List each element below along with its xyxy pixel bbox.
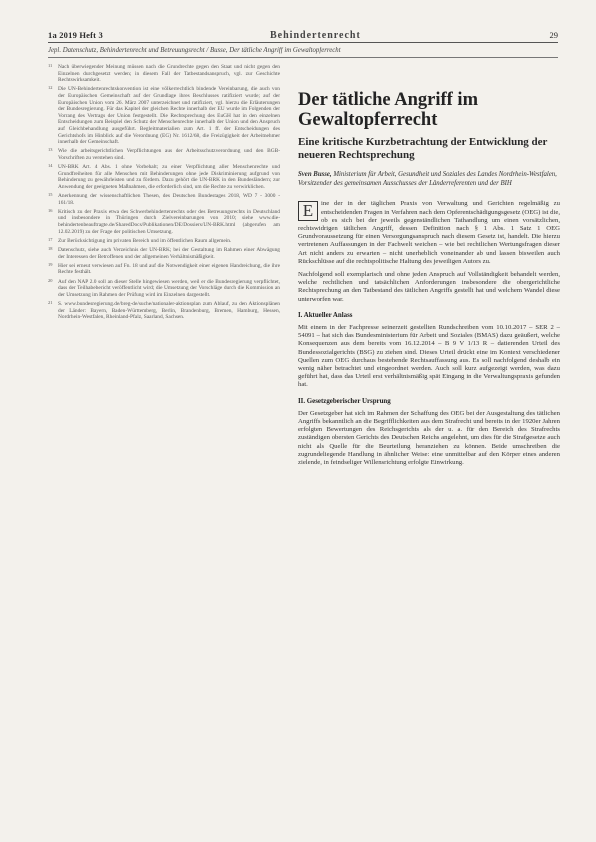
section-heading: I. Aktueller Anlass	[298, 311, 353, 319]
drop-cap: E	[298, 201, 318, 221]
issue-label: 1a 2019 Heft 3	[48, 30, 103, 40]
page-number: 29	[549, 30, 558, 40]
footnote-text: Wie die arbeitsgerichtlichen Verpflichtungen aus der Arbeitsschutzverordnung und den BGB-Vorschriften zu verstehen sind.	[58, 148, 280, 161]
footnotes-column	[48, 64, 280, 814]
page-header	[48, 30, 558, 46]
article-body	[298, 200, 560, 467]
running-head: Jepl. Datenschutz, Behindertenrecht und Betreuungsrecht / Busse, Der tätliche Angriff im Gewaltopferrecht	[48, 47, 341, 54]
footnote-text: S. www.bundesregierung.de/breg-de/suche/nationaler-aktionsplan zum Ablauf, zu den Aktionsplänen der Länder: Bayern, Baden-Württemberg, Berlin, Brandenburg, Bremen, Hamburg, Hessen, Nordrhein-Westfalen, Rheinland-Pfalz, Saarland, Sachsen.	[58, 300, 280, 321]
footnote-number: 19	[48, 261, 53, 267]
article-subtitle: Eine kritische Kurzbetrachtung der Entwicklung der neueren Rechtsprechung	[298, 136, 548, 161]
footnote	[48, 164, 280, 190]
intro-paragraph	[298, 200, 560, 266]
footnote-number: 17	[48, 236, 53, 242]
author-line	[298, 171, 560, 188]
footnote-number: 15	[48, 192, 53, 198]
footnote	[48, 263, 280, 276]
footnote-number: 11	[48, 64, 53, 68]
footnote-number: 16	[48, 207, 53, 213]
footnote-number: 20	[48, 277, 53, 283]
footnote-number: 12	[48, 85, 53, 91]
footnote-number: 18	[48, 246, 53, 251]
footnote-text: Nach überwiegender Meinung müssen nach die Grundrechte gegen den Staat und nicht gegen den Einzelnen durchgesetzt werden; in diesem Fall der Tatbestandsanspruch, vgl. zur Geschichte Rechtswirksamkeit.	[58, 64, 280, 84]
footnote-number: 14	[48, 163, 53, 169]
section-text: Mit einem in der Fachpresse seinerzeit gestellten Rundschreiben vom 10.10.2017 – SER 2 – 54091 – hat sich das Bundesministerium für Arbeit und Soziales (BMAS) dazu geäußert, welche Konsequenzen aus dem bereits vom 16.12.2014 – B 9 V 1/13 R – datierenden Urteil des Bundessozialgerichts (BSG) zu ziehen sind. Dieses Urteil drückt eine im Kontext verschiedener Quellen zum OEG durchaus bestehende Rechtsauffassung aus. Es soll nachfolgend deshalb ein wenig näher betrachtet und eingeordnet werden. Auch soll kurz aufgezeigt werden, was dazu geführt hat, dass das Urteil erst verhältnismäßig spät Eingang in die Verwaltungspraxis gefunden hat.	[298, 324, 560, 389]
running-head-rule	[48, 57, 558, 58]
article-column	[298, 64, 560, 472]
footnote	[48, 247, 280, 260]
footnote-text: Die UN-Behindertenrechtskonvention ist eine völkerrechtlich bindende Vereinbarung, die auch von der Europäischen Gemeinschaft auf der Grundlage ihres Beschlusses ratifiziert wurde; auf der Europäischen Union vom 26. März 2007 unterzeichnet und ratifiziert, vgl. hierzu die Erläuterungen der Bundesregierung. Für das Kapitel der gleichen Rechte innerhalb der EU wurde im Folgenden der Vorrang des Vertrags der Union festgestellt. Die Rechtsprechung des EuGH hat in den einzelnen Entscheidungen zum Beispiel den Schutz der Menschenrechte innerhalb der Union und den Anspruch auf Gleichbehandlung ausgeführt. Begleitmaterialien zum Art. 1 ff. der Entscheidungen des Gerichtshofs im Hinblick auf die Verordnung (EG) Nr. 1612/68, die Freizügigkeit der Arbeitnehmer innerhalb der Gemeinschaft.	[58, 86, 280, 146]
footnote	[48, 301, 280, 321]
footnote	[48, 279, 280, 299]
footnote-text: Auf den NAP 2.0 soll an dieser Stelle hingewiesen werden, weil er die Bundesregierung verpflichtet, dass der Teilhabebericht veröffentlicht wird; die Umsetzung der Vorschläge durch die Kommission an der Umsetzung im Rahmen der Prüfung wird im Einzelnen dargestellt.	[58, 278, 280, 298]
intro-text: ine der in der täglichen Praxis von Verwaltung und Gerichten regelmäßig zu entscheidenden Fragen in Verfahren nach dem Opferentschädigungsgesetz (OEG) ist die, ob es sich bei der jeweils gegenständlichen Tathandlung um einen vorsätzlichen, rechtswidrigen tätlichen Angriff, dessen Definition nach § 1 Abs. 1 Satz 1 OEG Grundvoraussetzung für einen Versorgungsanspruch nach diesem Gesetz ist, handelt. Die hierzu vertretenen Auffassungen in der Fachwelt weichen – wie bei rechtlichen Wertungsfragen dieser Art nicht anders zu erwarten – nicht unerheblich voneinander ab und lassen bisweilen auch Rückschlüsse auf die rechtspolitische Haltung des jeweiligen Autors zu.	[298, 200, 560, 265]
footnote	[48, 238, 280, 245]
footnote-text: Anerkennung der wissenschaftlichen Thesen, des Deutschen Bundestages 2018, WD 7 - 3000 - 161/18.	[58, 193, 280, 206]
footnote	[48, 148, 280, 161]
intro-paragraph-2: Nachfolgend soll exemplarisch und ohne jeden Anspruch auf Vollständigkeit behandelt werden, welche rechtlichen und tatsächlichen Anforderungen insbesondere die obergerichtliche Rechtsprechung an den Tatbestand des tätlichen Angriffs gestellt hat und welchem Wandel diese unterworfen war.	[298, 271, 560, 303]
footnote-text: Hier sei erneut verwiesen auf Fn. 18 und auf die Notwendigkeit einer eigenen Handreichung, die ihre Rechte festhält.	[58, 262, 280, 276]
footnote-text: Datenschutz, siehe auch Verzeichnis der UN-BRK; bei der Gestaltung im Rahmen einer Abwägung der Interessen der Betroffenen und der allgemeinen Verhältnismäßigkeit.	[58, 247, 280, 260]
footnote-number: 13	[48, 147, 53, 153]
journal-name: Behindertenrecht	[270, 30, 361, 41]
footnote	[48, 193, 280, 206]
footnote-text: UN-BRK Art. 4 Abs. 1 ohne Vorbehalt; zu einer Verpflichtung aller Menschenrechte und Grundfreiheiten für alle Menschen mit Behinderungen ohne jede Diskriminierung aufgrund von Behinderung zu gewährleisten und zu fördern. Dazu gehört die UN-BRK in den Bundesländern; zur Anwendung der geeigneten Maßnahmen, die erforderlich sind, um die Rechte zu verwirklichen.	[58, 164, 280, 190]
section-text: Der Gesetzgeber hat sich im Rahmen der Schaffung des OEG bei der Ausgestaltung des tätlichen Angriffs bekanntlich an die Begrifflichkeiten aus dem Strafrecht und bereits in der 1920er Jahren erfolgten Bewertungen des Reichsgerichts als der u. a. für den Bereich des Strafrechts zuständigen obersten Gerichts des Deutschen Reichs angelehnt, um dies für die Strafgesetze auch nicht als Quelle für die Beurteilung heranziehen zu können. Beide umschreiben die zugrundeliegende Handlung in ähnlicher Weise: eine unmittelbar auf den Körper eines anderen zielende, in feindseliger Willensrichtung erfolgte Einwirkung.	[298, 409, 560, 467]
author-role: Ministerium für Arbeit, Gesundheit und Soziales des Landes Nordrhein-Westfalen, Vorsitzender des gemeinsamen Ausschusses der Länderreferenten und der BIH	[298, 171, 557, 187]
footnote	[48, 209, 280, 235]
author-name: Sven Busse,	[298, 171, 332, 179]
header-rule	[48, 42, 558, 43]
footnote	[48, 64, 280, 84]
section-heading: II. Gesetzgeberischer Ursprung	[298, 397, 391, 405]
footnote-text: Zur Berücksichtigung im privaten Bereich und im öffentlichen Raum allgemein.	[58, 237, 232, 244]
article-title: Der tätliche Angriff im Gewaltopferrecht	[298, 90, 478, 130]
footnote-number: 21	[48, 299, 53, 305]
footnote	[48, 86, 280, 145]
footnote-text: Kritisch zu der Praxis etwa des Schwerbehindertenrechts oder des Betreuungsrechts in Deutschland und insbesondere in Thüringen durch Zielvereinbarungen von 2010; siehe www.die-behindertenbeauftragte.de/SharedDocs/Publikationen/DE/Dossiers/UN-BRK.html (abgerufen am 12.02.2019) zu der Frage der politischen Umsetzung.	[58, 208, 280, 235]
